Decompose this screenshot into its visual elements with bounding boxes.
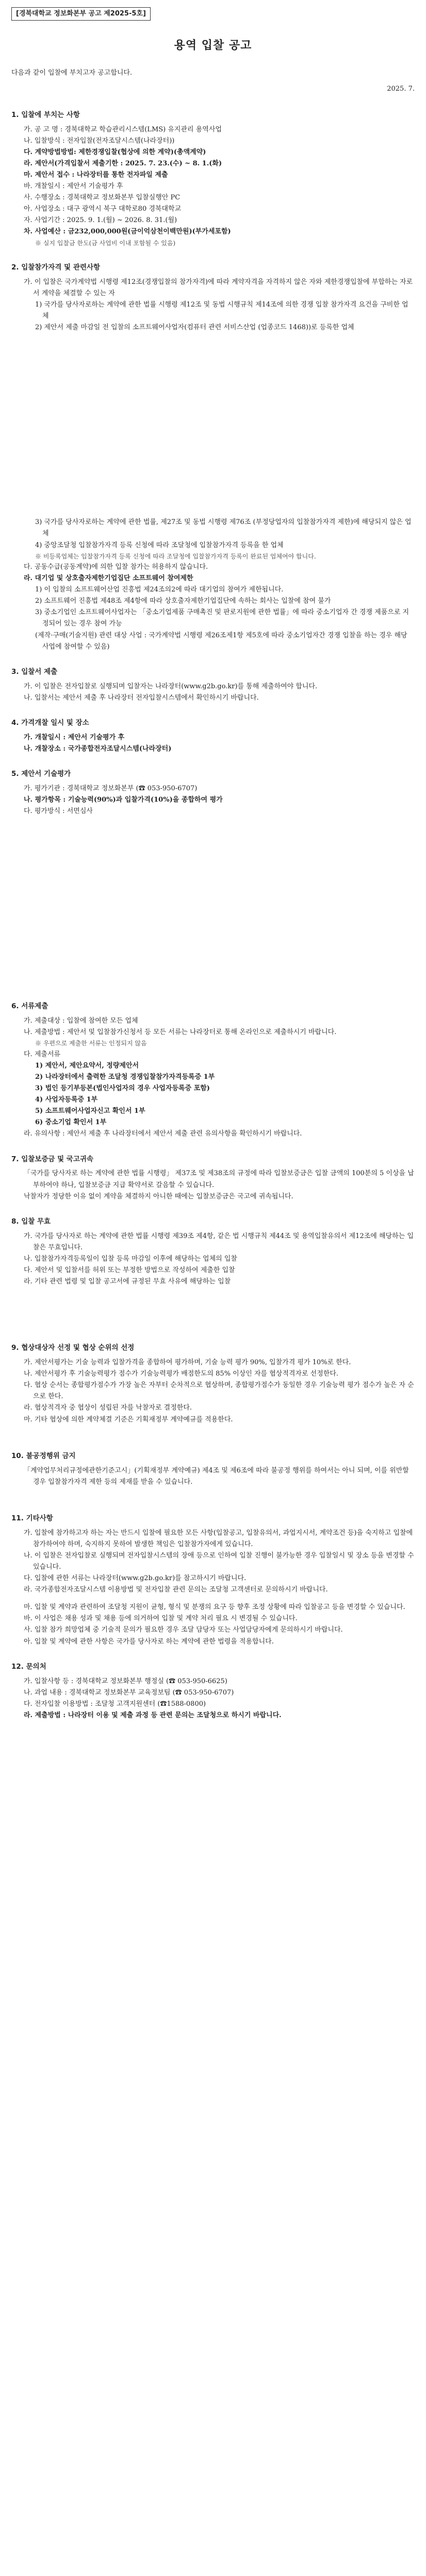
list-item: 3) 법인 등기부등본(법인사업자의 경우 사업자등록증 포함) [35,1084,210,1093]
notice-date: 2025. 7. [387,84,415,93]
list-item: 다. 전자입찰 이용방법 : 조달청 고객지원센터 (☎1588-0800) [24,1700,206,1708]
list-item: 나. 평가항목 : 기술능력(90%)과 입찰가격(10%)을 종합하여 평가 [24,796,223,804]
section-9 [11,1342,415,1426]
paragraph: 낙찰자가 정당한 이유 없이 계약을 체결하지 아니한 때에는 입찰보증금은 국고에 귀속됩니다. [24,1192,293,1200]
blank-area [11,1439,415,1450]
paragraph: 「계약업무처리규정에관한기준고시」(기획재정부 계약예규) 제4조 및 제6조에 따라 불공정 행위를 하여서는 아니 되며, 이를 위반할 경우 입찰참가자격 제한 등의 제재를 받을 수 있습니다. [24,1466,409,1486]
intro-text: 다음과 같이 입찰에 부치고자 공고합니다. [11,69,133,77]
section-title: 7. 입찰보증금 및 국고귀속 [11,1155,94,1163]
section-title: 1. 입찰에 부치는 사항 [11,110,80,119]
list-item: 3) 국가를 당사자로하는 계약에 관한 법률, 제27조 및 동법 시행령 제76조 (부정당업자의 입찰참가자격 제한)에 해당되지 않은 업체 [35,518,412,538]
list-item: 나. 개찰장소 : 국가종합전자조달시스템(나라장터) [24,744,172,753]
document-page [11,7,415,1735]
list-item: 나. 과업 내용 : 경북대학교 정보화본부 교육정보팀 (☎ 053-950-6707) [24,1688,234,1697]
list-item: 6) 중소기업 확인서 1부 [35,1118,107,1127]
document-title: 용역 입찰 공고 [174,39,252,53]
section-8 [11,1216,415,1287]
list-item: 사. 수행장소 : 경북대학교 정보화본부 입찰실행안 PC [24,194,181,202]
blank-area [11,1301,415,1342]
section-12 [11,1661,415,1721]
list-item: 가. 제안서평가는 기술 능력과 입찰가격을 종합하여 평가하며, 기술 능력 평가 90%, 입찰가격 평가 10%로 한다. [24,1359,351,1367]
list-item: 다. 계약방법방법: 제한경쟁입찰(협상에 의한 계약)(총액계약) [24,148,206,156]
section-2-continued [11,517,415,652]
list-item: 다. 평가방식 : 서면심사 [24,807,93,816]
list-item: 2) 제안서 제출 마감일 전 입찰의 소프트웨어사업자(컴퓨터 관련 서비스산업 (업종코드 1468))로 등록한 업체 [35,324,354,332]
list-item: 가. 제출대상 : 입찰에 참여한 모든 업체 [24,1017,138,1025]
list-item: 다. 입찰에 관한 서류는 나라장터(www.g2b.go.kr)를 참고하시기 바랍니다. [24,1574,247,1583]
list-item: (제작·구매(기술지원) 관련 대상 사업 : 국가계약법 시행령 제26조제1항 제5호에 따라 중소기업자간 경쟁 입찰을 하는 경우 해당 사업에 참여할 수 있음) [35,631,407,651]
list-item: 1) 제안서, 제안요약서, 정량제안서 [35,1061,139,1070]
list-item: 마. 제안서 접수 : 나라장터를 통한 전자파일 제출 [24,171,168,179]
section-title: 9. 협상대상자 선정 및 협상 순위의 선정 [11,1344,135,1352]
list-item: 가. 국가를 당사자로 하는 계약에 관한 법률 시행령 제39조 제4항, 같은 법 시행규칙 제44조 및 용역입찰유의서 제12조에 해당하는 입찰은 무효입니다. [24,1232,414,1251]
list-item: 마. 입찰 및 계약과 관련하여 조달청 지원이 균형, 형식 및 분쟁의 요구 등 향후 조정 상황에 따라 입찰공고 등을 변경할 수 있습니다. [24,1603,405,1612]
list-item: 2) 소프트웨어 진흥법 제48조 제4항에 따라 상호출자제한기업집단에 속하는 회사는 입찰에 참여 불가 [35,597,331,605]
section-7 [11,1154,415,1202]
list-item: 1) 이 입찰의 소프트웨어산업 진흥법 제24조의2에 따라 대기업의 참여가 제한됩니다. [35,586,284,594]
note: ※ 우편으로 제출한 서류는 인정되지 않음 [35,1040,147,1047]
blank-area [11,831,415,1001]
note: ※ 실지 입찰금 한도(금 사업비 이내 포함될 수 있음) [35,239,176,247]
section-title: 2. 입찰참가자격 및 관련사항 [11,263,101,272]
section-6 [11,1001,415,1140]
list-item: 가. 이 입찰은 전자입찰로 실행되며 입찰자는 나라장터(www.g2b.go.kr)를 통해 제출하여야 합니다. [24,682,318,690]
section-3 [11,666,415,704]
list-item: 아. 사업장소 : 대구 광역시 북구 대학로80 경북대학교 [24,205,182,213]
section-title: 4. 가격개찰 일시 및 장소 [11,718,89,727]
list-item: 나. 입찰방식 : 전자입찰(전자조달시스템(나라장터)) [24,137,175,145]
blank-area [11,1596,415,1602]
list-item: 4) 중앙조달청 입찰참가자격 등록 신청에 따라 조달청에 입찰참가자격 등록을 한 업체 [35,541,284,549]
list-item: 아. 입찰 및 계약에 관한 사항은 국가를 당사자로 하는 계약에 관한 법령을 적용합니다. [24,1637,274,1646]
section-5 [11,768,415,817]
section-10 [11,1450,415,1488]
list-item: 가. 입찰사항 등 : 경북대학교 정보화본부 행정실 (☎ 053-950-6625) [24,1677,227,1685]
section-1 [11,109,415,248]
list-item: 2) 나라장터에서 출력한 조달청 경쟁입찰참가자격등록증 1부 [35,1073,215,1081]
notice-number: [경북대학교 정보화본부 공고 제2025-5호] [11,7,151,21]
list-item: 가. 공 고 명 : 경북대학교 학습관리시스템(LMS) 유지관리 용역사업 [24,125,222,133]
list-item: 다. 제출서류 [24,1050,61,1058]
list-item: 라. 유의사항 : 제안서 제출 후 나라장터에서 제안서 제출 관련 유의사항을 확인하시기 바랍니다. [24,1130,302,1138]
list-item: 라. 제안서(가격입찰서 제출기한 : 2025. 7. 23.(수) ~ 8. 1.(화) [24,159,222,167]
note: ※ 비등록업체는 입찰참가자격 등록 신청에 따라 조달청에 입찰참가자격 등록이 완료된 업체여야 합니다. [35,552,316,560]
list-item: 다. 공동수급(공동계약)에 의한 입찰 참가는 허용하지 않습니다. [24,563,208,571]
list-item: 다. 협상 순서는 종합평가점수가 가장 높은 자부터 순차적으로 협상하며, 종합평가점수가 동일한 경우 기술능력 평가 점수가 높은 자 순으로 한다. [24,1381,414,1401]
section-title: 11. 기타사항 [11,1514,53,1522]
section-11 [11,1513,415,1648]
list-item: 사. 입찰 참가 희망업체 중 기술적 문의가 필요한 경우 조달 담당자 또는 사업담당자에게 문의하시기 바랍니다. [24,1626,343,1634]
section-title: 6. 서류제출 [11,1002,48,1011]
blank-area [11,347,415,517]
section-title: 5. 제안서 기술평가 [11,770,71,778]
list-item: 차. 사업예산 : 금232,000,000원(금이억삼천이백만원)(부가세포함) [24,228,231,236]
list-item: 자. 사업기간 : 2025. 9. 1.(월) ~ 2026. 8. 31.(월) [24,216,177,225]
section-title: 10. 불공정행위 금지 [11,1451,76,1460]
list-item: 다. 제안서 및 입찰서를 허위 또는 부정한 방법으로 작성하여 제출한 입찰 [24,1266,235,1274]
list-item: 나. 입찰서는 제안서 제출 후 나라장터 전자입찰시스템에서 확인하시기 바랍니다. [24,693,259,702]
blank-area [11,1501,415,1513]
list-item: 라. 대기업 및 상호출자제한기업집단 소프트웨어 참여제한 [24,574,193,583]
list-item: 가. 개찰일시 : 제안서 기술평가 후 [24,733,125,741]
list-item: 가. 평가기관 : 경북대학교 정보화본부 (☎ 053-950-6707) [24,784,198,792]
list-item: 나. 이 입찰은 전자입찰로 실행되며 전자입찰시스템의 장애 등으로 인하여 입찰 진행이 불가능한 경우 입찰일시 및 장소 등을 변경할 수 있습니다. [24,1551,414,1571]
section-title: 3. 입찰서 제출 [11,667,58,676]
list-item: 바. 이 사업은 채용 성과 및 채용 등에 의거하여 입찰 및 계약 처리 필요 시 변경될 수 있습니다. [24,1615,298,1623]
paragraph: 「국가를 당사자로 하는 계약에 관한 법률 시행령」 제37조 및 제38조의 규정에 따라 입찰보증금은 입찰 금액의 100분의 5 이상을 납부하여야 하나, 입찰보증금 지급 확약서로 갈음할 수 있습니다. [24,1170,414,1189]
section-2 [11,262,415,333]
section-4 [11,717,415,755]
list-item: 라. 협상적격자 중 협상이 성립된 자를 낙찰자로 결정한다. [24,1404,192,1412]
list-item: 라. 국가종합전자조달시스템 이용방법 및 전자입찰 관련 문의는 조달청 고객센터로 문의하시기 바랍니다. [24,1586,328,1594]
list-item: 라. 제출방법 : 나라장터 이용 및 제출 과정 등 관련 문의는 조달청으로 하시기 바랍니다. [24,1711,282,1719]
list-item: 나. 제출방법 : 제안서 및 입찰참가신청서 등 모든 서류는 나라장터로 통해 온라인으로 제출하시기 바랍니다. [24,1028,337,1037]
list-item: 가. 입찰에 참가하고자 하는 자는 반드시 입찰에 필요한 모든 사항(입찰공고, 입찰유의서, 과업지시서, 계약조건 등)을 숙지하고 입찰에 참가하여야 하며, 숙지하지 못하여 발생한 책임은 입찰참가자에게 있습니다. [24,1529,413,1548]
list-item: 3) 중소기업인 소프트웨어사업자는 「중소기업제품 구매촉진 및 판로지원에 관한 법률」에 따라 중소기업자 간 경쟁 제품으로 지정되어 있는 경우 참여 가능 [35,608,409,628]
list-item: 나. 제안서평가 후 기술능력평가 점수가 기술능력평가 배점한도의 85% 이상인 자를 협상적격자로 선정한다. [24,1370,339,1378]
list-item: 4) 사업자등록증 1부 [35,1096,98,1104]
list-item: 바. 개찰일시 : 제안서 기술평가 후 [24,182,123,191]
section-title: 8. 입찰 무효 [11,1217,51,1226]
list-item: 마. 기타 협상에 의한 계약체결 기준은 기획재정부 계약예규를 적용한다. [24,1415,233,1423]
list-item: 나. 입찰참가자격등록일이 입찰 등록 마감일 이후에 해당하는 업체의 입찰 [24,1255,237,1263]
list-item: 가. 이 입찰은 국가계약법 시행령 제12조(경쟁입찰의 참가자격)에 따라 계약자격을 자격하지 않은 자와 제한경쟁입찰에 부합하는 자로서 계약을 체결할 수 있는 자 [24,278,413,297]
list-item: 5) 소프트웨어사업자신고 확인서 1부 [35,1107,145,1115]
section-title: 12. 문의처 [11,1662,46,1671]
list-item: 1) 국가를 당사자로하는 계약에 관한 법률 시행령 제12조 및 동법 시행규칙 제14조에 의한 경쟁 입찰 참가자격 요건을 구비한 업체 [35,301,408,320]
list-item: 라. 기타 관련 법령 및 입찰 공고서에 규정된 무효 사유에 해당하는 입찰 [24,1278,231,1286]
